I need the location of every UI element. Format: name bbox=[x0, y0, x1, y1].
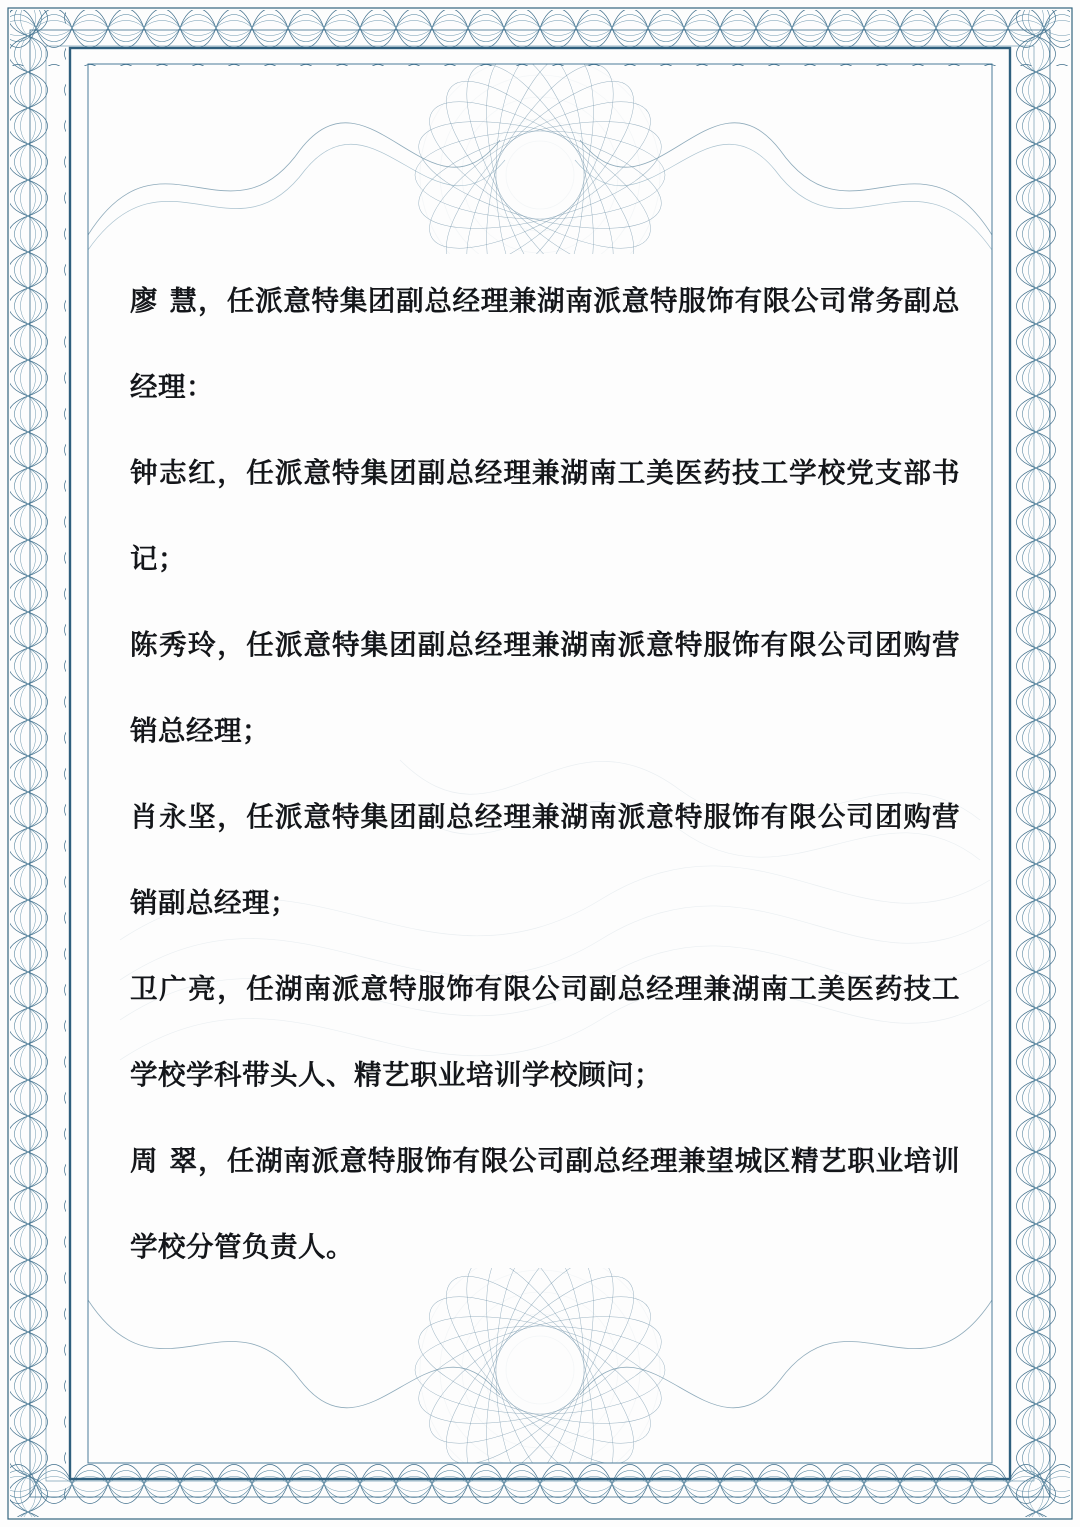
appointment-paragraph bbox=[130, 602, 960, 774]
appointee-name: 肖永坚， bbox=[130, 801, 247, 833]
appointment-paragraph bbox=[130, 1118, 960, 1290]
appointee-role: 任派意特集团副总经理兼湖南派意特服饰有限公司团购营销总经理； bbox=[130, 629, 961, 747]
appointment-paragraph bbox=[130, 430, 960, 602]
appointee-role: 任湖南派意特服饰有限公司副总经理兼湖南工美医药技工学校学科带头人、精艺职业培训学校顾问； bbox=[130, 973, 961, 1091]
certificate-body bbox=[130, 258, 960, 1290]
appointment-paragraph bbox=[130, 946, 960, 1118]
appointee-role: 任派意特集团副总经理兼湖南工美医药技工学校党支部书记； bbox=[130, 457, 961, 575]
appointee-role: 任派意特集团副总经理兼湖南派意特服饰有限公司团购营销副总经理； bbox=[130, 801, 961, 919]
appointee-name: 卫广亮， bbox=[130, 973, 247, 1005]
appointee-role: 任湖南派意特服饰有限公司副总经理兼望城区精艺职业培训学校分管负责人。 bbox=[130, 1145, 960, 1263]
appointment-paragraph bbox=[130, 258, 960, 430]
appointee-name: 周 翠， bbox=[130, 1145, 227, 1177]
appointee-role: 任派意特集团副总经理兼湖南派意特服饰有限公司常务副总经理： bbox=[130, 285, 960, 403]
appointee-name: 陈秀玲， bbox=[130, 629, 247, 661]
appointee-name: 钟志红， bbox=[130, 457, 247, 489]
appointment-paragraph bbox=[130, 774, 960, 946]
appointee-name: 廖 慧， bbox=[130, 285, 227, 317]
